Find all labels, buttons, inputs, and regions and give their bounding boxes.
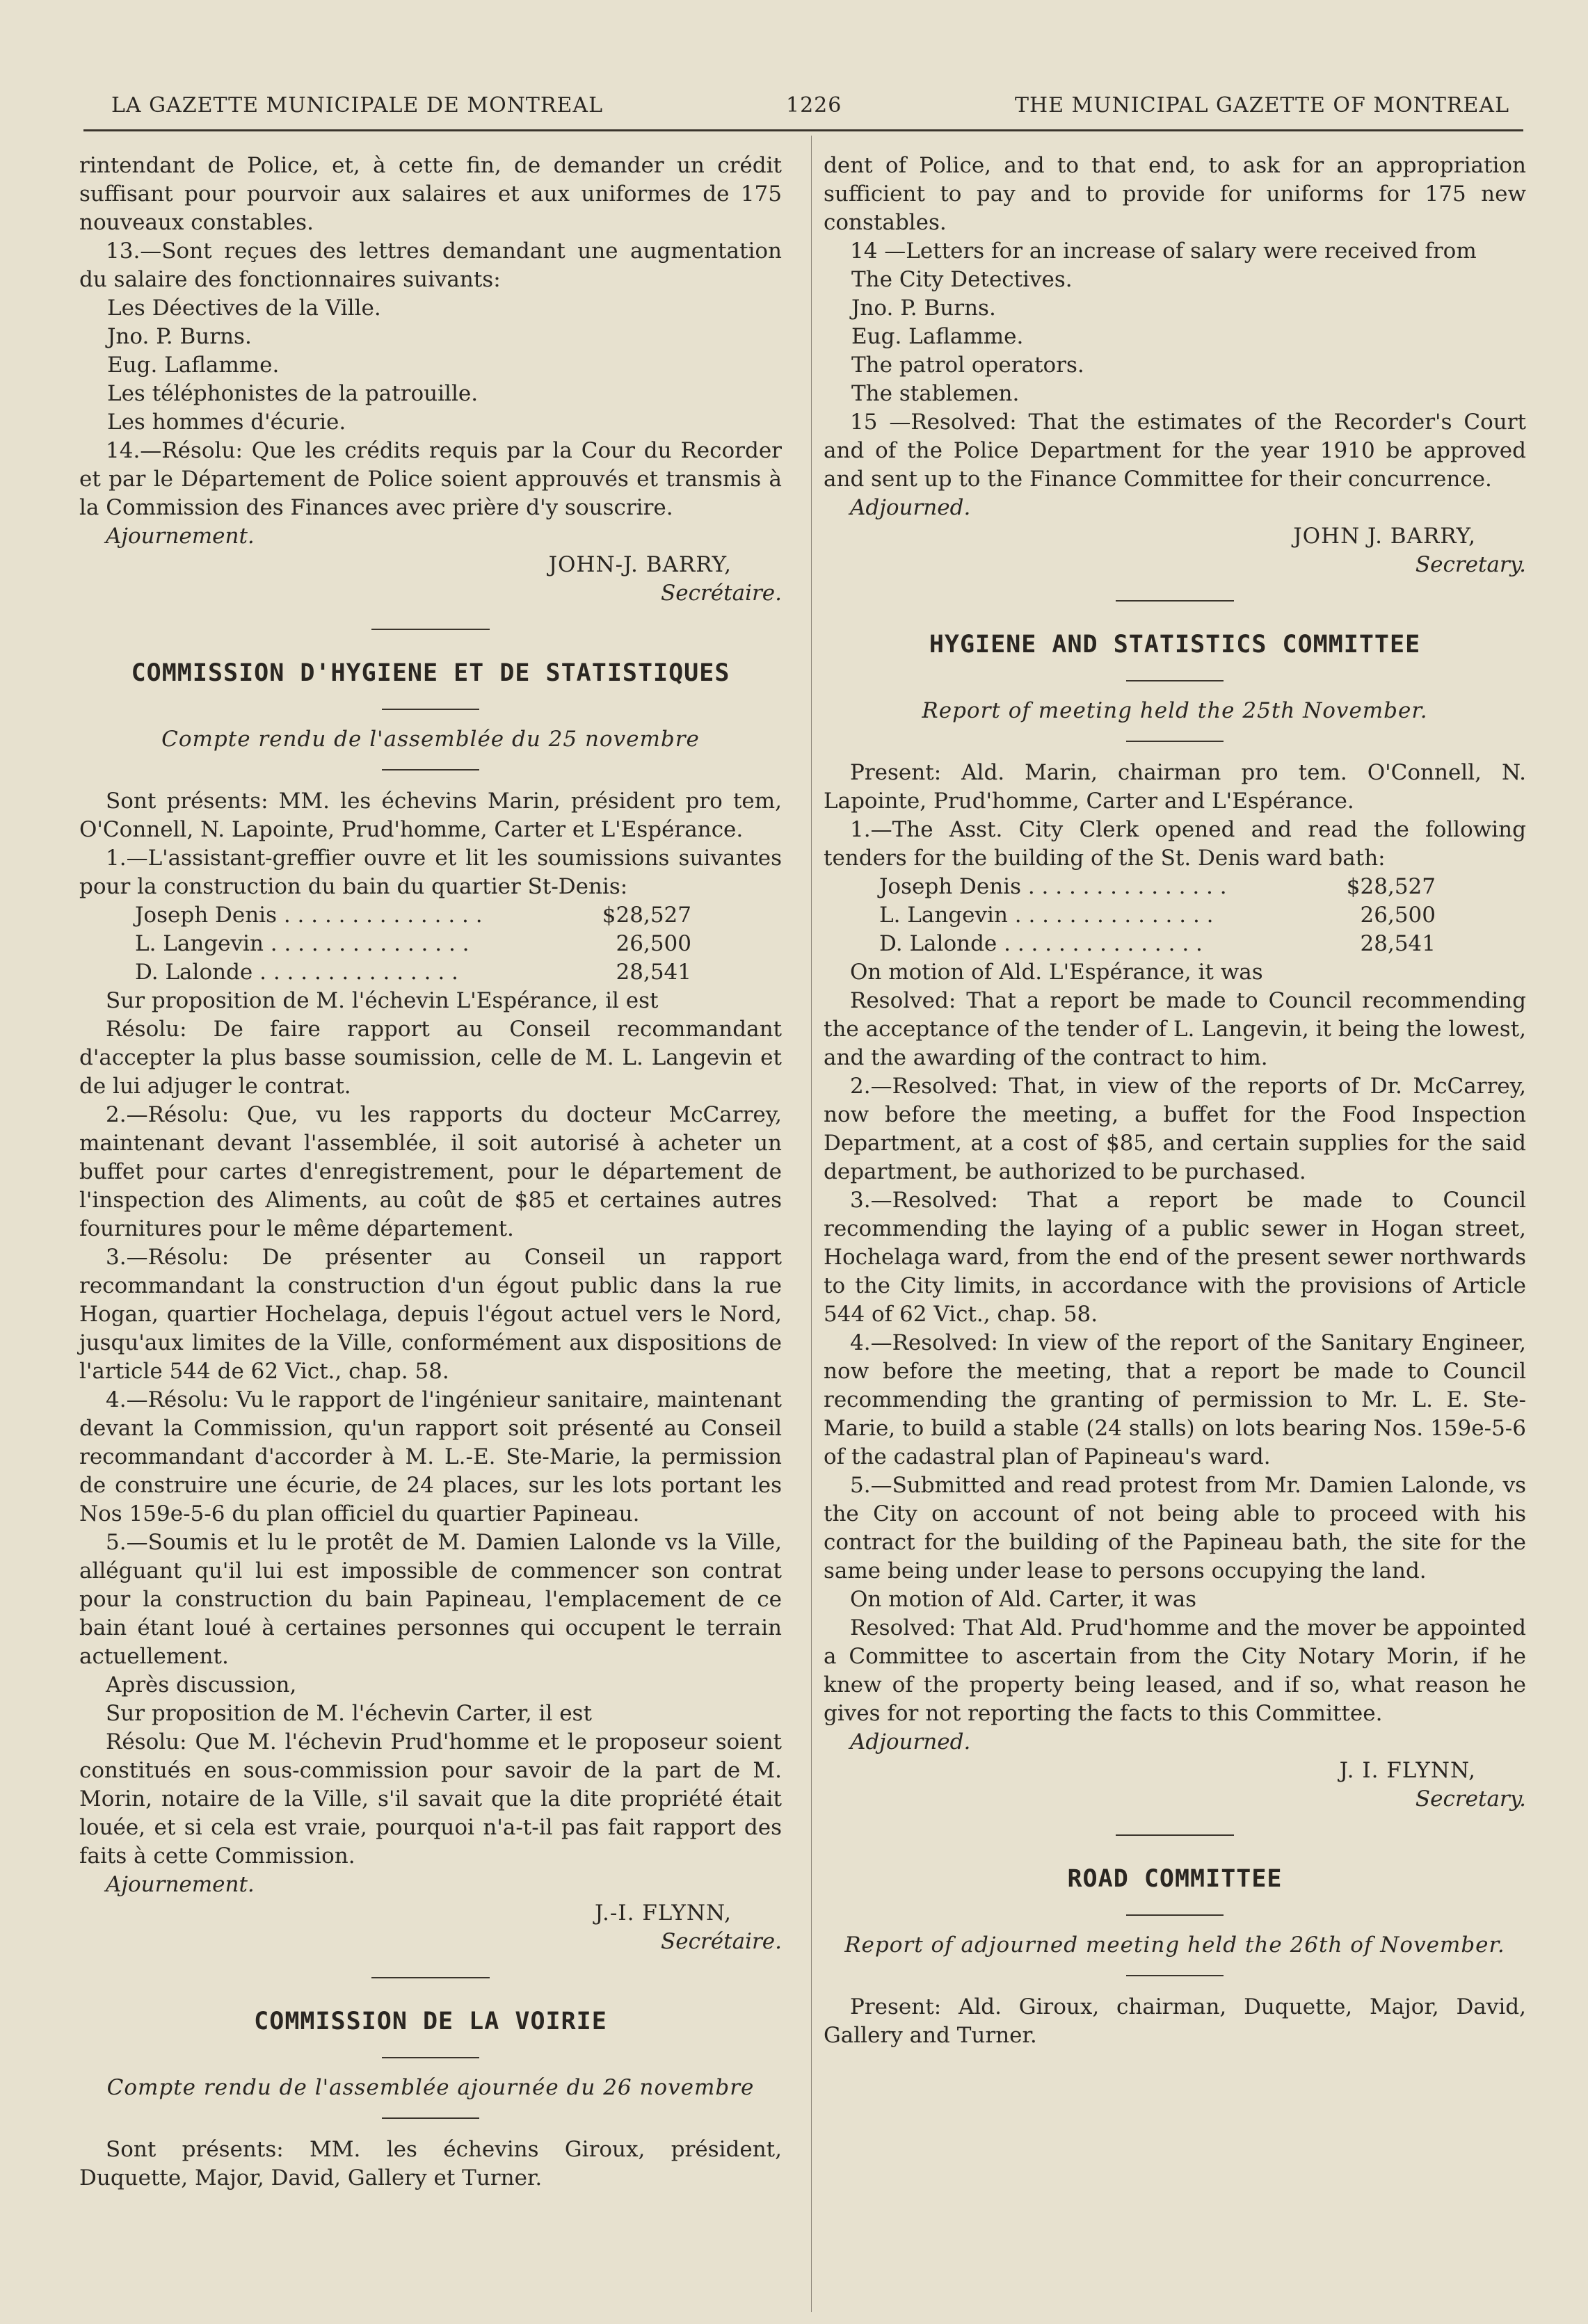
signature-title: Secrétaire. (661, 581, 782, 606)
list-item: Eug. Laflamme. (851, 324, 1024, 349)
section-subheading: Compte rendu de l'assemblée du 25 novembre (161, 727, 700, 752)
tender-amount: $28,527 (602, 903, 691, 928)
tender-amount: $28,527 (1346, 874, 1436, 899)
tender-row (135, 958, 691, 987)
paragraph: On motion of Ald. L'Espérance, it was (850, 960, 1263, 985)
paragraph: Résolu: De faire rapport au Conseil recommandant d'accepter la plus basse soumission, celle de M. L. Langevin et de lui adjuger le contrat. (79, 1017, 782, 1099)
section-heading: ROAD COMMITTEE (1067, 1865, 1283, 1893)
tender-list (79, 901, 782, 987)
paragraph: 14 —Letters for an increase of salary were received from (850, 239, 1477, 264)
tender-amount: 28,541 (1360, 931, 1436, 956)
paragraph: Resolved: That a report be made to Council recommending the acceptance of the tender of L. Langevin, it being the lowest, and the awarding of the contract to him. (824, 988, 1526, 1070)
adjournment: Adjourned. (850, 1729, 971, 1754)
paragraph: rintendant de Police, et, à cette fin, de demander un crédit suffisant pour pourvoir aux salaires et aux uniformes de 175 nouveaux constables. (79, 153, 782, 235)
header-rule (83, 129, 1523, 131)
tender-row (135, 930, 691, 958)
english-column (824, 152, 1526, 2050)
paragraph: 3.—Résolu: De présenter au Conseil un rapport recommandant la construction d'un égout public dans la rue Hogan, quartier Hochelaga, depuis l'égout actuel vers le Nord, jusqu'aux limites de la Ville, conformément aux dispositions de l'article 544 de 62 Vict., chap. 58. (79, 1245, 782, 1384)
tender-name: D. Lalonde . . . . . . . . . . . . . . . (879, 931, 1203, 956)
paragraph: 5.—Submitted and read protest from Mr. Damien Lalonde, vs the City on account of not being able to proceed with his contract for the building of the Papineau bath, the site for the same being under lease to persons occupying the land. (824, 1473, 1526, 1583)
paragraph: 1.—L'assistant-greffier ouvre et lit les soumissions suivantes pour la construction du bain du quartier St-Denis: (79, 846, 782, 899)
section-heading: HYGIENE AND STATISTICS COMMITTEE (929, 631, 1421, 659)
tender-amount: 26,500 (1360, 903, 1436, 928)
tender-list (824, 873, 1526, 958)
paragraph: Sur proposition de M. l'échevin Carter, il est (106, 1701, 592, 1726)
paragraph: 5.—Soumis et lu le protêt de M. Damien Lalonde vs la Ville, alléguant qu'il lui est impossible de commencer son contrat pour la construction du bain Papineau, l'emplacement de ce bain étant loué à certaines personnes qui occupent le terrain actuellement. (79, 1530, 782, 1669)
signature (79, 1899, 782, 1956)
tender-name: L. Langevin . . . . . . . . . . . . . . . (135, 931, 470, 956)
paragraph: 2.—Résolu: Que, vu les rapports du docteur McCarrey, maintenant devant l'assemblée, il soit autorisé à acheter un buffet pour cartes d'enregistrement, pour le département de l'inspection des Aliments, au coût de $85 et certaines autres fournitures pour le même département. (79, 1102, 782, 1241)
adjournment: Ajournement. (106, 1872, 255, 1897)
list-item: The City Detectives. (851, 267, 1073, 292)
list-item: The patrol operators. (851, 353, 1084, 378)
list-item: Les Déectives de la Ville. (107, 296, 381, 321)
adjournment: Adjourned. (850, 495, 971, 520)
adjournment: Ajournement. (106, 524, 255, 549)
paragraph: Sont présents: MM. les échevins Marin, président pro tem, O'Connell, N. Lapointe, Prud'homme, Carter et L'Espérance. (79, 789, 782, 842)
paragraph: Present: Ald. Marin, chairman pro tem. O'Connell, N. Lapointe, Prud'homme, Carter and L'Espérance. (824, 760, 1526, 814)
paragraph: Resolved: That Ald. Prud'homme and the mover be appointed a Committee to ascertain from the City Notary Morin, if he knew of the property being leased, and if so, what reason he gives for not reporting the facts to this Committee. (824, 1615, 1526, 1726)
tender-row (879, 873, 1436, 901)
tender-name: L. Langevin . . . . . . . . . . . . . . . (879, 903, 1214, 928)
paragraph: On motion of Ald. Carter, it was (850, 1587, 1197, 1612)
paragraph: Present: Ald. Giroux, chairman, Duquette, Major, David, Gallery and Turner. (824, 1994, 1526, 2048)
tender-amount: 28,541 (616, 960, 691, 985)
list-item: Les téléphonistes de la patrouille. (107, 381, 479, 406)
french-column (79, 152, 782, 2193)
section-subheading: Report of meeting held the 25th November. (922, 698, 1428, 723)
list-item: Eug. Laflamme. (107, 353, 280, 378)
paragraph: 1.—The Asst. City Clerk opened and read the following tenders for the building of the St. Denis ward bath: (824, 817, 1526, 871)
paragraph: Sont présents: MM. les échevins Giroux, président, Duquette, Major, David, Gallery et Turner. (79, 2137, 782, 2190)
paragraph: 4.—Résolu: Vu le rapport de l'ingénieur sanitaire, maintenant devant la Commission, qu'un rapport soit présenté au Conseil recommandant d'accorder à M. L.-E. Ste-Marie, la permission de construire une écurie, de 24 places, sur les lots portant les Nos 159e-5-6 du plan officiel du quartier Papineau. (79, 1387, 782, 1526)
tender-row (135, 901, 691, 930)
list-item: Jno. P. Burns. (107, 324, 252, 349)
paragraph: 2.—Resolved: That, in view of the reports of Dr. McCarrey, now before the meeting, a buffet for the Food Inspection Department, at a cost of $85, and certain supplies for the said department, be authorized to be purchased. (824, 1074, 1526, 1184)
section-heading: COMMISSION DE LA VOIRIE (254, 2008, 607, 2035)
signature-name: J. I. FLYNN, (1339, 1758, 1476, 1783)
tender-name: D. Lalonde . . . . . . . . . . . . . . . (135, 960, 458, 985)
section-subheading: Report of adjourned meeting held the 26th of November. (844, 1932, 1505, 1958)
signature-title: Secretary. (1415, 552, 1526, 577)
list-item: Jno. P. Burns. (851, 296, 996, 321)
signature-title: Secrétaire. (661, 1929, 782, 1954)
header-english-title: THE MUNICIPAL GAZETTE OF MONTREAL (1014, 93, 1509, 118)
signature-title: Secretary. (1415, 1786, 1526, 1811)
tender-name: Joseph Denis . . . . . . . . . . . . . . . (879, 874, 1227, 899)
paragraph: 4.—Resolved: In view of the report of the Sanitary Engineer, now before the meeting, that a report be made to Council recommending the granting of permission to Mr. L. E. Ste-Marie, to build a stable (24 stalls) on lots bearing Nos. 159e-5-6 of the cadastral plan of Papineau's ward. (824, 1330, 1526, 1469)
signature (824, 522, 1526, 579)
signature (824, 1757, 1526, 1814)
paragraph: 14.—Résolu: Que les crédits requis par la Cour du Recorder et par le Département de Police soient approuvés et transmis à la Commission des Finances avec prière d'y souscrire. (79, 438, 782, 520)
paragraph: Résolu: Que M. l'échevin Prud'homme et le proposeur soient constitués en sous-commission pour savoir de la part de M. Morin, notaire de la Ville, s'il savait que la dite propriété était louée, et si cela est vraie, pourquoi n'a-t-il pas fait rapport des faits à cette Commission. (79, 1729, 782, 1869)
signature-name: JOHN J. BARRY, (1293, 524, 1476, 549)
section-heading: COMMISSION D'HYGIENE ET DE STATISTIQUES (131, 659, 730, 687)
page-number: 1226 (786, 93, 842, 118)
tender-row (879, 930, 1436, 958)
header-french-title: LA GAZETTE MUNICIPALE DE MONTREAL (111, 93, 604, 118)
paragraph: 13.—Sont reçues des lettres demandant une augmentation du salaire des fonctionnaires suivants: (79, 239, 782, 292)
tender-name: Joseph Denis . . . . . . . . . . . . . . . (135, 903, 483, 928)
section-subheading: Compte rendu de l'assemblée ajournée du 26 novembre (106, 2075, 755, 2100)
paragraph: 15 —Resolved: That the estimates of the Recorder's Court and of the Police Department for the year 1910 be approved and sent up to the Finance Committee for their concurrence. (824, 410, 1526, 492)
paragraph: dent of Police, and to that end, to ask for an appropriation sufficient to pay and to provide for uniforms for 175 new constables. (824, 153, 1526, 235)
signature-name: J.-I. FLYNN, (594, 1901, 732, 1926)
tender-amount: 26,500 (616, 931, 691, 956)
list-item: Les hommes d'écurie. (107, 410, 346, 435)
paragraph: Sur proposition de M. l'échevin L'Espérance, il est (106, 988, 659, 1013)
paragraph: Après discussion, (106, 1672, 297, 1697)
signature (79, 551, 782, 608)
page-header (83, 85, 1509, 127)
paragraph: 3.—Resolved: That a report be made to Council recommending the laying of a public sewer in Hogan street, Hochelaga ward, from the end of the present sewer northwards to the City limits, in accordance with the provisions of Article 544 of 62 Vict., chap. 58. (824, 1188, 1526, 1327)
list-item: The stablemen. (851, 381, 1020, 406)
tender-row (879, 901, 1436, 930)
column-separator (811, 136, 812, 2312)
signature-name: JOHN-J. BARRY, (548, 552, 732, 577)
